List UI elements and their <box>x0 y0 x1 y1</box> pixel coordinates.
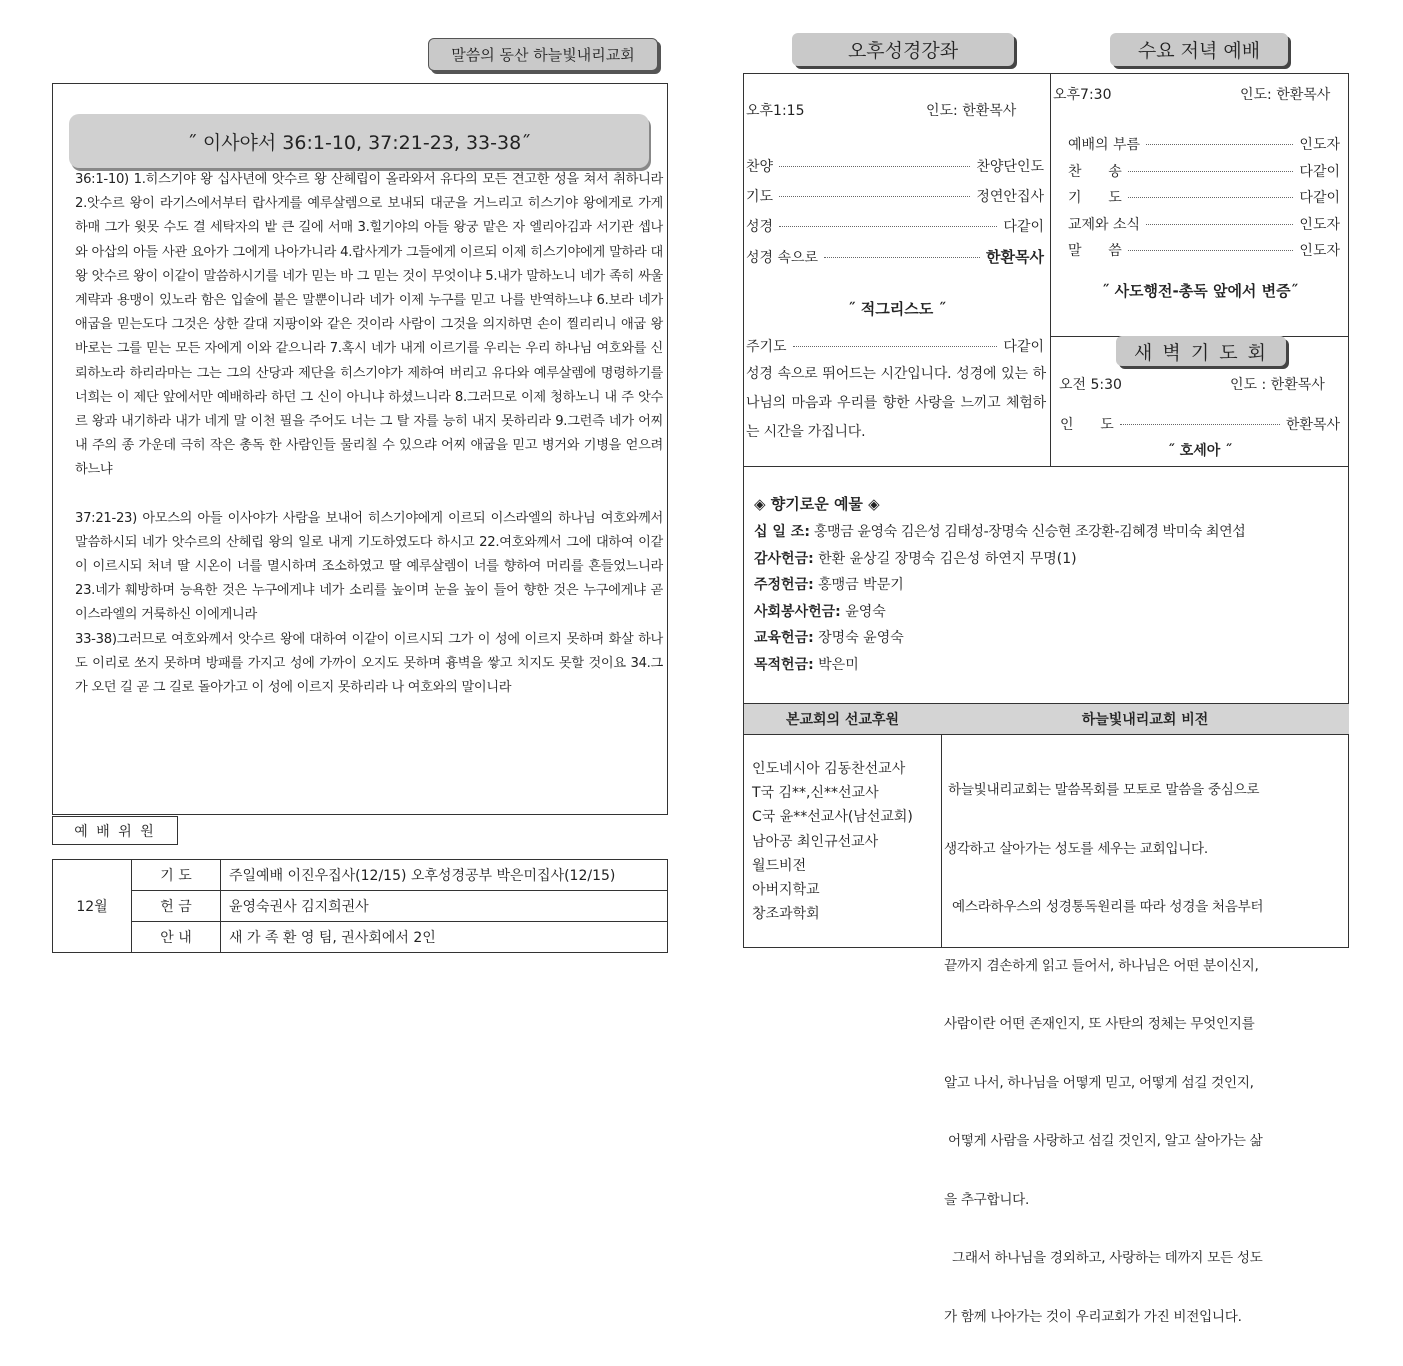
staff-label: 예 배 위 원 <box>74 823 156 840</box>
item-value: 인도자 <box>1299 137 1340 153</box>
dawn-theme: ˝ 호세아 ˝ <box>1167 443 1233 459</box>
item-value: 다같이 <box>1003 339 1044 355</box>
vision-line: 예스라하우스의 성경통독원리를 따라 성경을 처음부터 <box>944 899 1264 915</box>
scripture-box <box>52 83 668 815</box>
missions-vision-box <box>743 703 1349 1325</box>
scripture-text <box>75 168 663 700</box>
offering-label: 감사헌금: <box>754 550 814 567</box>
dawn-time: 오전 5:30 <box>1059 377 1122 393</box>
wednesday-item <box>1068 240 1340 260</box>
list-item: 아버지학교 <box>752 882 820 899</box>
missions-list <box>752 757 913 926</box>
staff-month: 12월 <box>53 860 132 953</box>
offering-names: 박은미 <box>813 656 859 673</box>
item-value: 다같이 <box>1299 190 1340 206</box>
offering-names: 윤영숙 <box>840 603 886 620</box>
item-value: 한환목사 <box>986 248 1044 266</box>
vision-text <box>944 742 1346 1366</box>
item-value: 다같이 <box>1299 164 1340 180</box>
list-item <box>754 652 1344 679</box>
list-item <box>754 599 1344 626</box>
offerings-list <box>754 519 1344 678</box>
wednesday-service-badge <box>1110 33 1288 66</box>
offering-label: 주정헌금: <box>754 577 814 593</box>
list-item: 월드비전 <box>752 857 807 874</box>
scripture-title-banner <box>69 114 649 168</box>
afternoon-item <box>746 216 1044 236</box>
offering-label: 사회봉사헌금: <box>754 603 841 620</box>
item-label: 기도 <box>746 189 774 205</box>
scripture-paragraph-3: 33-38)그러므로 여호와께서 앗수르 왕에 대하여 이같이 이르시되 그가 이 성에 이르지 못하며 화살 하나도 이리로 쏘지 못하며 방패를 가지고 성에 가까이 오지도 못하며 흉벽을 쌓고 치지도 못할 것이요 34.그가 오던 길 곧 그 길로 돌아가고 이 성에 이르지 못하리라 나 여호와의 말이니라 <box>75 631 663 696</box>
item-value: 정연안집사 <box>976 189 1044 205</box>
item-value: 다같이 <box>1003 219 1044 235</box>
staff-role: 안 내 <box>132 922 221 953</box>
afternoon-study-badge <box>792 33 1014 66</box>
vision-line: 알고 나서, 하나님을 어떻게 믿고, 어떻게 섬길 것인지, <box>944 1074 1254 1091</box>
vision-line: 사람이란 어떤 존재인지, 또 사탄의 정체는 무엇인지를 <box>944 1016 1255 1032</box>
item-value: 인도자 <box>1299 243 1340 259</box>
offerings-box <box>743 466 1349 704</box>
vision-line: 생각하고 살아가는 성도를 세우는 교회입니다. <box>944 840 1208 857</box>
offerings-heading: ◈ 향기로운 예물 ◈ <box>754 495 880 513</box>
afternoon-leader: 인도: 한환목사 <box>926 103 1017 119</box>
table-row <box>53 891 668 922</box>
afternoon-description: 성경 속으로 뛰어드는 시간입니다. 성경에 있는 하나님의 마음과 우리를 향한 사랑을 느끼고 체험하는 시간을 가집니다. <box>746 366 1046 440</box>
afternoon-item <box>746 246 1044 267</box>
item-label: 찬양 <box>746 159 774 175</box>
list-item: 창조과학회 <box>752 906 820 923</box>
table-row <box>53 860 668 891</box>
list-item <box>754 519 1344 546</box>
item-label: 주기도 <box>746 339 787 355</box>
item-value: 한환목사 <box>1285 417 1340 433</box>
wednesday-item <box>1068 161 1340 181</box>
vision-line: 을 추구합니다. <box>944 1191 1030 1208</box>
church-header-badge <box>428 38 658 71</box>
list-item: 인도네시아 김동찬선교사 <box>752 761 906 777</box>
vision-line: 끝까지 겸손하게 읽고 들어서, 하나님은 어떤 분이신지, <box>944 957 1259 974</box>
offering-names: 홍맹금 박문기 <box>813 577 904 593</box>
staff-detail: 주일예배 이진우집사(12/15) 오후성경공부 박은미집사(12/15) <box>221 860 668 891</box>
vision-line: 어떻게 사람을 사랑하고 섬길 것인지, 알고 살아가는 삶 <box>944 1133 1263 1149</box>
list-item <box>754 546 1344 573</box>
afternoon-item <box>746 156 1044 176</box>
item-label: 예배의 부름 <box>1068 137 1141 153</box>
item-label: 기 도 <box>1068 190 1122 206</box>
wednesday-leader: 인도: 한환목사 <box>1240 87 1331 103</box>
list-item: C국 윤**선교사(남선교회) <box>752 809 913 826</box>
item-value: 인도자 <box>1299 217 1340 233</box>
dawn-item <box>1060 414 1340 434</box>
vision-line: 가 함께 나아가는 것이 우리교회가 가진 비전입니다. <box>944 1308 1242 1325</box>
afternoon-closing <box>746 336 1044 356</box>
offering-names: 홍맹금 윤영숙 김은성 김태성-장명숙 신승현 조강환-김혜경 박미숙 최연섭 <box>809 524 1246 540</box>
item-label: 성경 속으로 <box>746 250 819 266</box>
staff-label-box <box>52 816 178 845</box>
offering-label: 목적헌금: <box>754 656 814 673</box>
item-label: 말 씀 <box>1068 243 1122 259</box>
wednesday-item <box>1068 187 1340 207</box>
afternoon-theme: ˝ 적그리스도 ˝ <box>848 300 946 318</box>
offering-names: 한환 윤상길 장명숙 김은성 하연지 무명(1) <box>813 550 1077 567</box>
afternoon-time: 오후1:15 <box>746 103 805 119</box>
church-header-text: 말씀의 동산 하늘빛내리교회 <box>451 46 635 64</box>
missions-header <box>744 704 942 735</box>
item-label: 성경 <box>746 219 774 235</box>
scripture-title: ˝ 이사야서 36:1-10, 37:21-23, 33-38˝ <box>187 131 531 154</box>
staff-role: 헌 금 <box>132 891 221 922</box>
list-item: T국 김**,신**선교사 <box>752 785 879 802</box>
missions-heading: 본교회의 선교후원 <box>785 712 900 728</box>
dawn-leader: 인도 : 한환목사 <box>1230 377 1325 393</box>
list-item <box>754 572 1344 599</box>
wednesday-service-title: 수요 저녁 예배 <box>1137 40 1261 62</box>
dawn-prayer-title: 새 벽 기 도 회 <box>1134 341 1268 364</box>
vision-line: 하늘빛내리교회는 말씀목회를 모토로 말씀을 중심으로 <box>944 782 1260 798</box>
vision-heading: 하늘빛내리교회 비전 <box>1081 712 1209 728</box>
staff-detail: 윤영숙권사 김지희권사 <box>221 891 668 922</box>
staff-table <box>52 859 668 953</box>
vision-line: 그래서 하나님을 경외하고, 사랑하는 데까지 모든 성도 <box>944 1250 1263 1266</box>
wednesday-item <box>1068 214 1340 234</box>
item-label: 찬 송 <box>1068 164 1122 180</box>
item-label: 인 도 <box>1060 417 1114 433</box>
afternoon-item <box>746 186 1044 206</box>
wednesday-item <box>1068 134 1340 154</box>
offering-label: 교육헌금: <box>754 630 814 646</box>
table-row <box>53 922 668 953</box>
scripture-paragraph-1: 36:1-10) 1.히스기야 왕 십사년에 앗수르 왕 산헤립이 올라와서 유다의 모든 견고한 성을 쳐서 취하니라 2.앗수르 왕이 라기스에서부터 랍사게를 예루살렘으로 보내되 대군을 거느리고 히스기야 왕에게로 가게 하매 그가 윗못 수도 결 세탁자의 밭 큰 길에 서매 3.힐기야의 아들 왕궁 맡은 자 엘리아김과 서기관 셉나와 아삽의 아들 사관 요아가 그에게 나아가니라 4.랍사게가 그들에게 이르되 이제 히스기야에게 말하라 대왕 앗수르 왕이 이같이 말씀하시기를 네가 믿는 바 그 믿는 것이 무엇이냐 5.내가 말하노니 네가 족히 싸울 계략과 용맹이 있노라 함은 입술에 붙은 말뿐이니라 네가 이제 누구를 믿고 나를 반역하느냐 6.보라 네가 애굽을 믿는도다 그것은 상한 갈대 지팡이와 같은 것이라 사람이 그것을 의지하면 손이 찔리리니 애굽 왕 바로는 그를 믿는 모든 자에게 이와 같으니라 7.혹시 네가 내게 이르기를 우리는 우리 하나님 여호와를 신뢰하노라 하리라마는 그는 그의 산당과 제단을 히스기야가 제하여 버리고 유다와 예루살렘에 명령하기를 너희는 이 제단 앞에서만 예배하라 하던 그 신이 아니냐 하셨느니라 8.그러므로 이제 청하노니 내 주 앗수르 왕과 내기하라 내가 네게 말 이천 필을 주어도 너는 그 탈 자를 능히 내지 못하리라 9.그런즉 네가 어찌 내 주의 종 가운데 극히 작은 총독 한 사람인들 물리칠 수 있으랴 어찌 애굽을 믿고 병거와 기병을 얻으려 하느냐 <box>75 172 663 478</box>
staff-role: 기 도 <box>132 860 221 891</box>
dawn-prayer-badge <box>1116 336 1286 366</box>
offering-names: 장명숙 윤영숙 <box>813 630 904 646</box>
item-label: 교제와 소식 <box>1068 217 1141 233</box>
list-item <box>754 625 1344 652</box>
afternoon-study-title: 오후성경강좌 <box>847 40 959 62</box>
staff-detail: 새 가 족 환 영 팀, 권사회에서 2인 <box>221 922 668 953</box>
wednesday-time: 오후7:30 <box>1053 87 1112 103</box>
list-item: 남아공 최인규선교사 <box>752 833 879 850</box>
missions-divider <box>941 734 942 948</box>
schedule-box <box>743 73 1349 467</box>
offering-label: 십 일 조: <box>754 524 810 540</box>
item-value: 찬양단인도 <box>976 159 1044 175</box>
wednesday-theme: ˝ 사도행전-총독 앞에서 변증˝ <box>1101 282 1299 300</box>
schedule-divider <box>1050 74 1051 467</box>
scripture-paragraph-2: 37:21-23) 아모스의 아들 이사야가 사람을 보내어 히스기야에게 이르되 이스라엘의 하나님 여호와께서 말씀하시되 네가 앗수르의 산헤립 왕의 일로 내게 기도하였도다 하시고 22.여호와께서 그에 대하여 이같이 이르시되 처녀 딸 시온이 너를 멸시하며 조소하였고 딸 예루살렘이 너를 향하여 머리를 흔들었느니라 23.네가 훼방하며 능욕한 것은 누구에게냐 네가 소리를 높이며 눈을 높이 들어 향한 것은 누구에게냐 곧 이스라엘의 거룩하신 이에게니라 <box>75 510 663 623</box>
vision-header <box>941 704 1349 735</box>
